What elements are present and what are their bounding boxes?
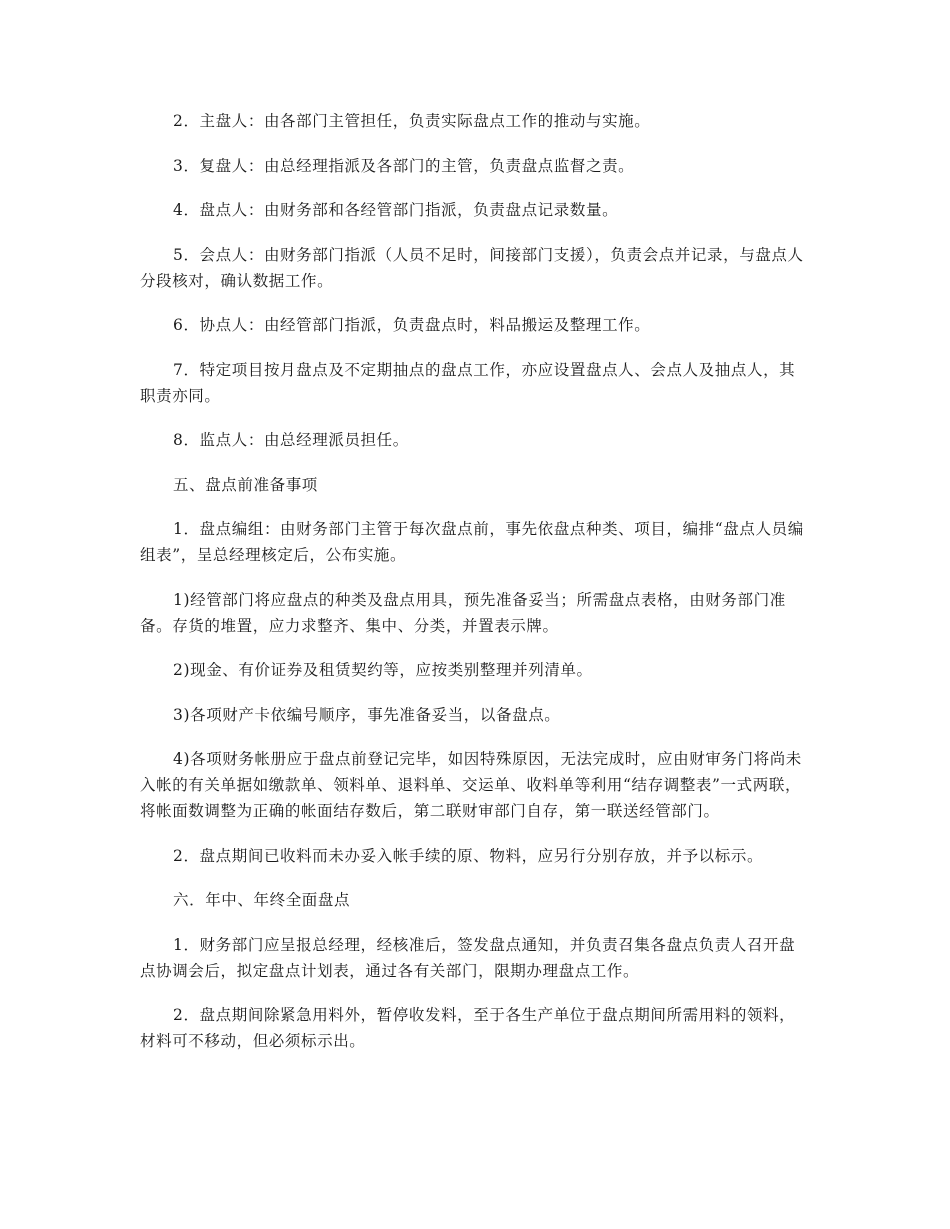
paragraph-specific-items: 7．特定项目按月盘点及不定期抽点的盘点工作，亦应设置盘点人、会点人及抽点人，其职责亦同。 <box>140 360 796 405</box>
section-heading-full-inventory: 六．年中、年终全面盘点 <box>173 891 351 909</box>
paragraph-assist-counter: 6．协点人：由经管部门指派，负责盘点时，料品搬运及整理工作。 <box>173 316 651 334</box>
paragraph-stop-issuing: 2．盘点期间除紧急用料外，暂停收发料，至于各生产单位于盘点期间所需用料的领料，材料可不移动，但必须标示出。 <box>140 1006 796 1050</box>
document-body <box>140 108 808 1073</box>
paragraph-sub-1: 1)经管部门将应盘点的种类及盘点用具，预先准备妥当；所需盘点表格，由财务部门准备。存货的堆置，应力求整齐、集中、分类，并置表示牌。 <box>140 590 786 635</box>
paragraph-sub-3: 3)各项财产卡依编号顺序，事先准备妥当，以备盘点。 <box>173 705 561 724</box>
paragraph-sub-4: 4)各项财务帐册应于盘点前登记完毕，如因特殊原因，无法完成时，应由财审务门将尚未入帐的有关单据如缴款单、领料单、退料单、交运单、收料单等利用“结存调整表”一式两联，将帐面数调整为正确的帐面结存数后，第二联财审部门自存，第一联送经管部门。 <box>140 750 802 820</box>
paragraph-main-counter: 2．主盘人：由各部门主管担任，负责实际盘点工作的推动与实施。 <box>173 112 651 130</box>
section-heading-preparation: 五、盘点前准备事项 <box>173 475 318 494</box>
paragraph-supervisor: 8．监点人：由总经理派员担任。 <box>173 431 409 449</box>
paragraph-finance-report: 1．财务部门应呈报总经理，经核准后，签发盘点通知，并负责召集各盘点负责人召开盘点协调会后，拟定盘点计划表，通过各有关部门，限期办理盘点工作。 <box>140 935 796 980</box>
paragraph-received-materials: 2．盘点期间已收料而未办妥入帐手续的原、物料，应另行分别存放，并予以标示。 <box>173 846 764 865</box>
paragraph-grouping: 1．盘点编组：由财务部门主管于每次盘点前，事先依盘点种类、项目，编排“盘点人员编组表”，呈总经理核定后，公布实施。 <box>140 520 804 564</box>
paragraph-re-counter: 3．复盘人：由总经理指派及各部门的主管，负责盘点监督之责。 <box>173 156 635 175</box>
paragraph-sub-2: 2)现金、有价证券及租赁契约等，应按类别整理并列清单。 <box>173 661 593 679</box>
paragraph-joint-counter: 5．会点人：由财务部门指派（人员不足时，间接部门支援），负责会点并记录，与盘点人分段核对，确认数据工作。 <box>140 245 804 290</box>
paragraph-counter: 4．盘点人：由财务部和各经管部门指派，负责盘点记录数量。 <box>173 201 619 219</box>
